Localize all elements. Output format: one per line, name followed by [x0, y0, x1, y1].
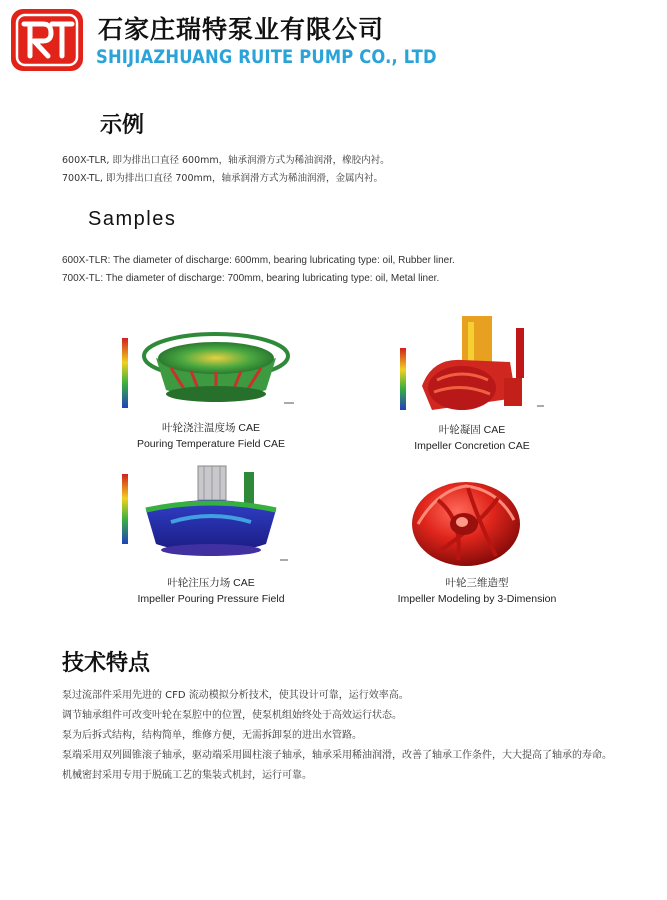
- example-heading: 示例: [100, 113, 145, 138]
- features-list: [62, 686, 627, 786]
- figure-caption-4-cn: 叶轮三维造型: [445, 577, 509, 589]
- company-name-en: SHIJIAZHUANG RUITE PUMP CO., LTD: [96, 46, 437, 68]
- feature-item: 泵过流部件采用先进的 CFD 流动模拟分析技术，使其设计可靠，运行效率高。: [62, 690, 409, 701]
- impeller-3d-image: [408, 480, 524, 570]
- figure-caption-3-cn: 叶轮注压力场 CAE: [167, 577, 255, 589]
- figure-caption-1: [111, 420, 311, 452]
- example-line-cn-2: 700X-TL, 即为排出口直径 700mm，轴承润滑方式为稀油润滑，金属内衬。: [62, 173, 384, 184]
- figure-caption-1-cn: 叶轮浇注温度场 CAE: [161, 422, 260, 434]
- figure-caption-3-en: Impeller Pouring Pressure Field: [137, 593, 285, 605]
- figure-caption-2: [372, 422, 572, 454]
- figure-caption-1-en: Pouring Temperature Field CAE: [136, 438, 286, 450]
- company-logo: [10, 8, 84, 72]
- cae-temperature-image: [116, 308, 306, 418]
- cae-concretion-image: [392, 308, 552, 423]
- feature-item: 机械密封采用专用于脱硫工艺的集装式机封，运行可靠。: [62, 770, 312, 781]
- cae-pressure-image: [116, 462, 296, 572]
- figure-caption-3: [111, 575, 311, 607]
- feature-item: 调节轴承组件可改变叶轮在泵腔中的位置，使泵机组始终处于高效运行状态。: [62, 710, 402, 721]
- feature-item: 泵端采用双列圆锥滚子轴承，驱动端采用圆柱滚子轴承，轴承采用稀油润滑，改善了轴承工作条件，大大提高了轴承的寿命。: [62, 750, 612, 761]
- company-name-cn: 石家庄瑞特泵业有限公司: [98, 15, 385, 44]
- figure-caption-2-cn: 叶轮凝固 CAE: [438, 424, 506, 436]
- sample-line-en-1: 600X-TLR: The diameter of discharge: 600mm, bearing lubricating type: oil, Rubber liner.: [62, 255, 455, 266]
- sample-line-en-2: 700X-TL: The diameter of discharge: 700mm, bearing lubricating type: oil, Metal liner.: [62, 273, 440, 284]
- figure-caption-4-en: Impeller Modeling by 3-Dimension: [397, 593, 557, 605]
- feature-item: 泵为后拆式结构，结构简单，维修方便，无需拆卸泵的进出水管路。: [62, 730, 362, 741]
- figure-caption-4: [367, 575, 587, 607]
- figure-caption-2-en: Impeller Concretion CAE: [414, 440, 530, 452]
- example-line-cn-1: 600X-TLR, 即为排出口直径 600mm，轴承润滑方式为稀油润滑，橡胶内衬。: [62, 155, 390, 166]
- features-heading: 技术特点: [62, 651, 151, 676]
- samples-heading: Samples: [88, 208, 177, 230]
